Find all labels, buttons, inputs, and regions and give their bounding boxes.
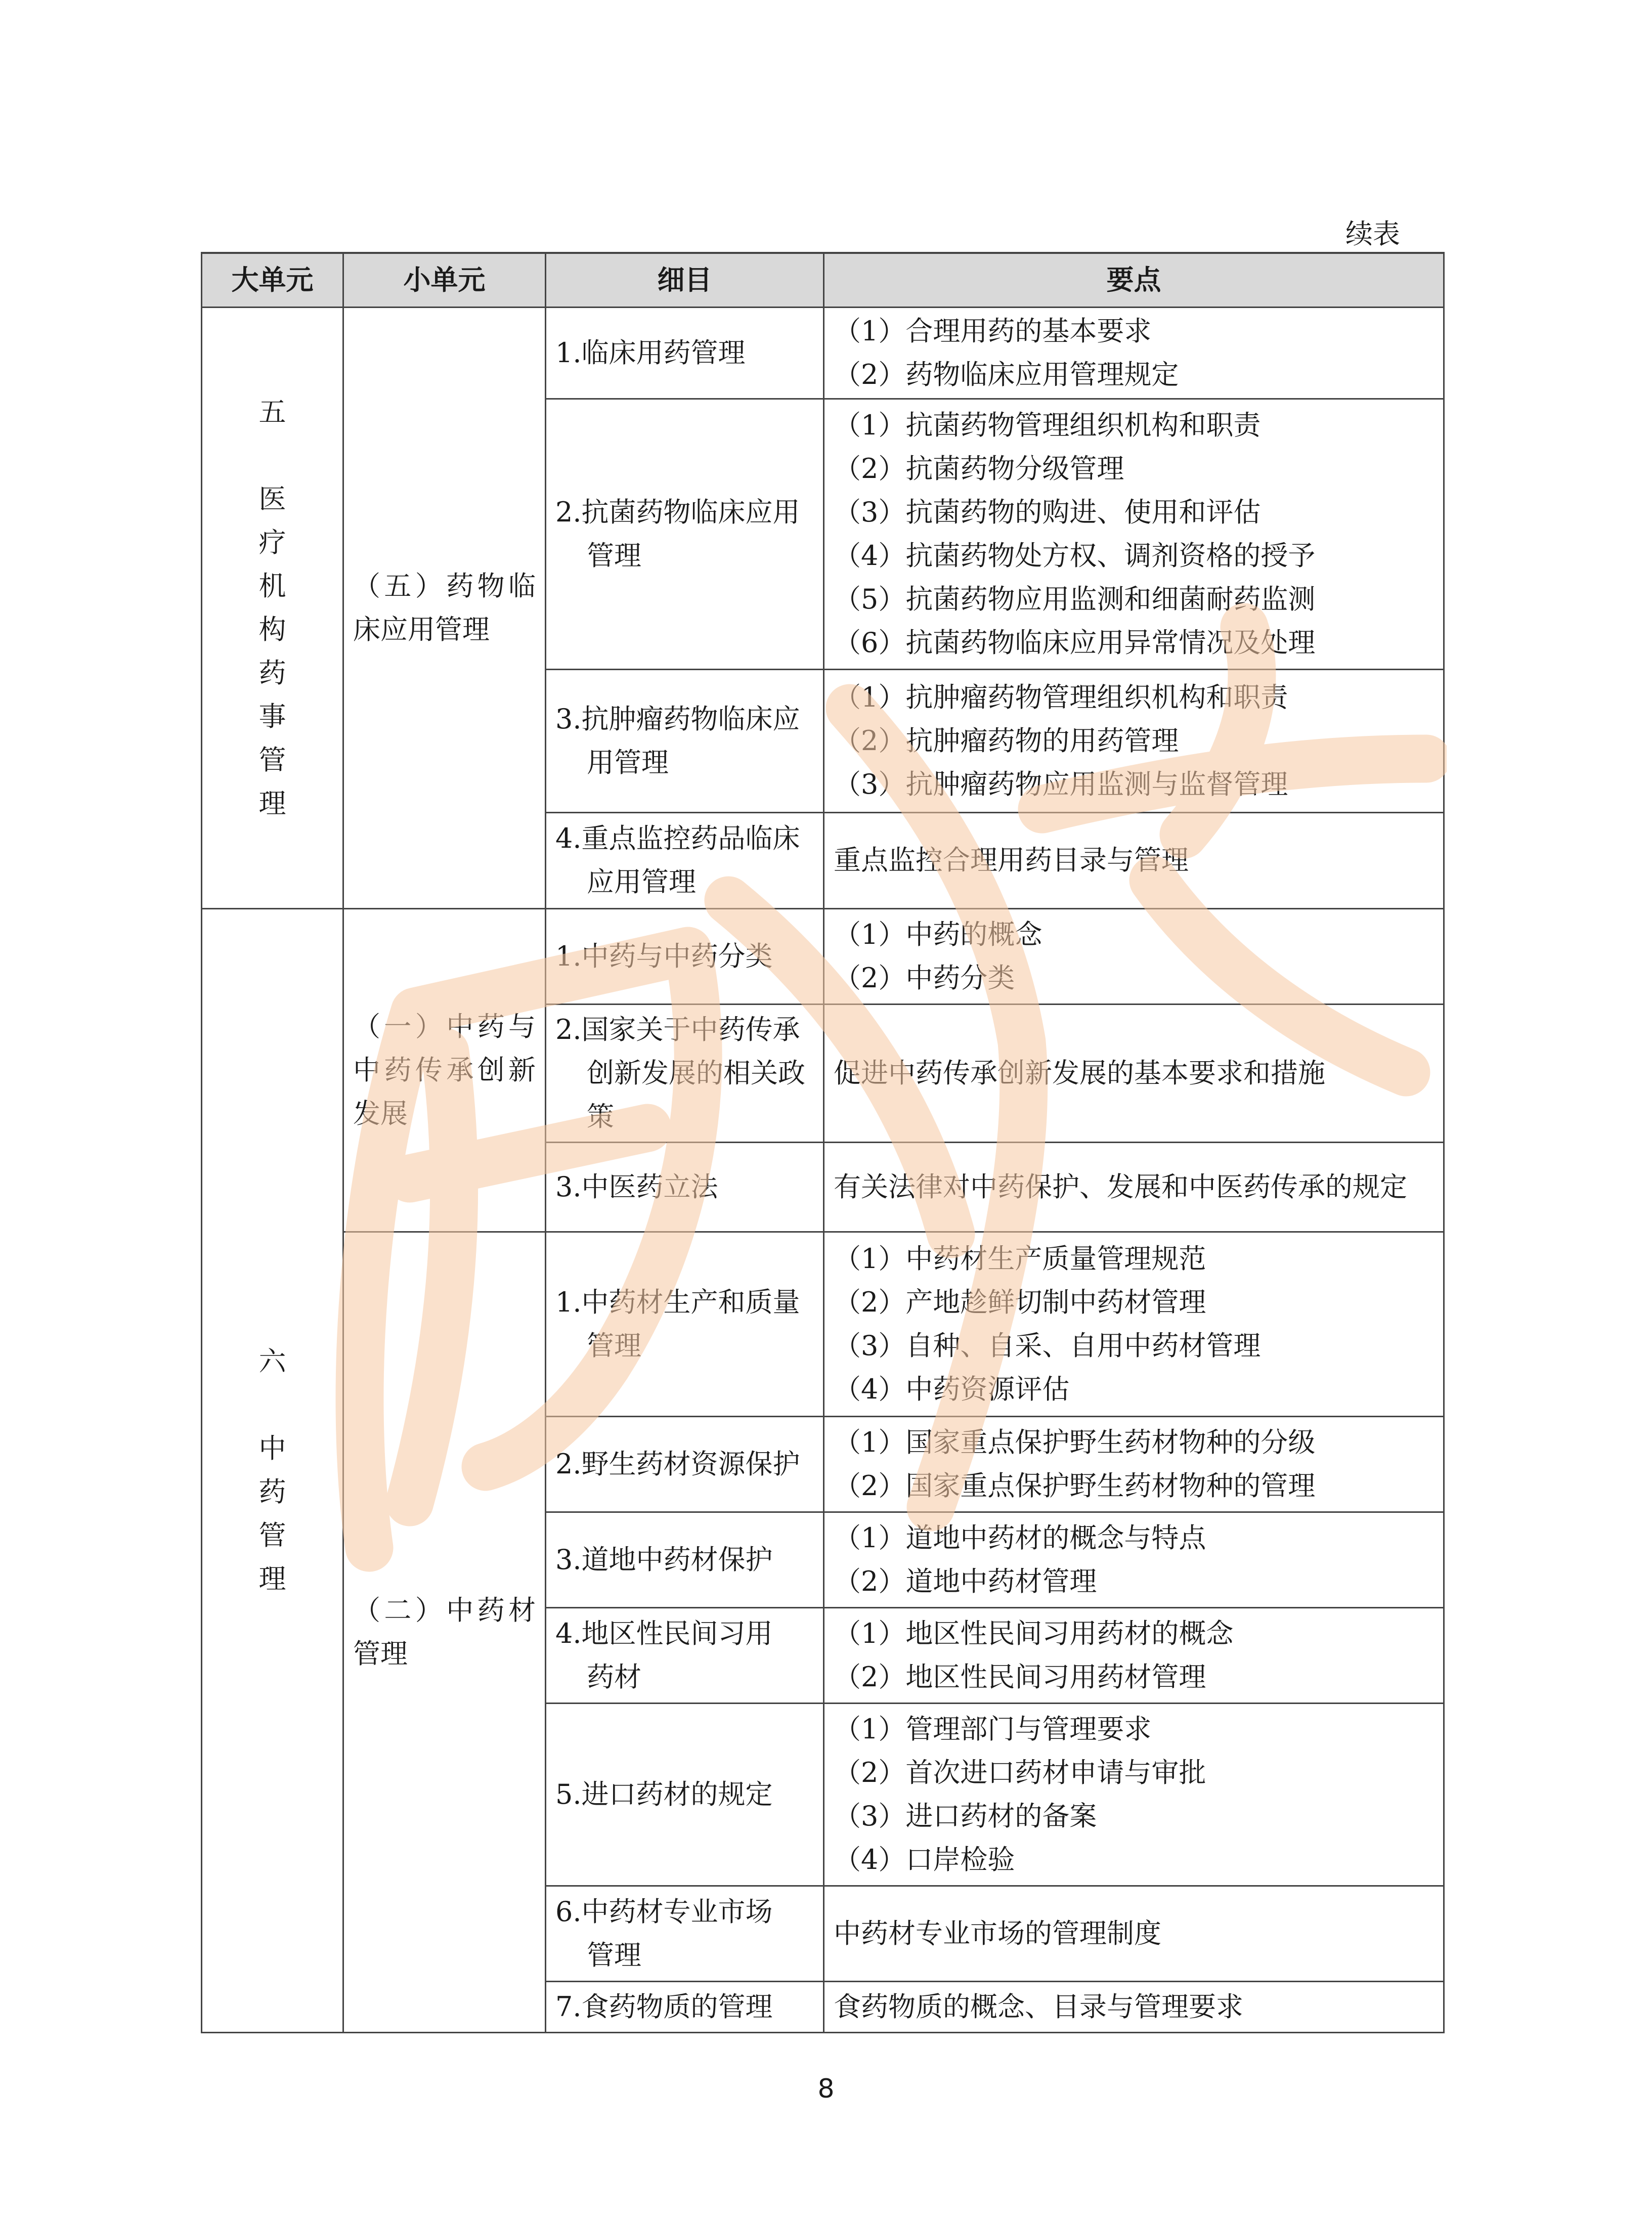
key-point: （1）中药材生产质量管理规范: [834, 1242, 1206, 1275]
points-cell: [824, 1004, 1444, 1142]
syllabus-table: [201, 252, 1445, 2033]
key-point: （1）管理部门与管理要求: [834, 1713, 1152, 1746]
points-cell: [824, 1143, 1444, 1232]
points-cell: [824, 1607, 1444, 1703]
detail-cell: 7.食药物质的管理: [546, 1982, 824, 2033]
key-point: 中药材专业市场的管理制度: [834, 1917, 1161, 1950]
key-point: 重点监控合理用药目录与管理: [834, 844, 1189, 877]
header-detail: 细目: [546, 253, 824, 308]
key-point: （3）抗菌药物的购进、使用和评估: [834, 496, 1261, 528]
key-point: （4）抗菌药物处方权、调剂资格的授予: [834, 539, 1316, 572]
key-point: （1）合理用药的基本要求: [834, 315, 1152, 347]
points-cell: [824, 1703, 1444, 1886]
major-unit-number: 六: [258, 1345, 286, 1378]
key-point: （1）国家重点保护野生药材物种的分级: [834, 1426, 1316, 1458]
page-number: 8: [817, 2074, 835, 2104]
key-point: （6）抗菌药物临床应用异常情况及处理: [834, 626, 1316, 659]
points-cell: [824, 1982, 1444, 2033]
table-row: [202, 308, 1444, 399]
detail-cell: 5.进口药材的规定: [546, 1703, 824, 1886]
detail-cell: 1.临床用药管理: [546, 308, 824, 399]
points-cell: [824, 908, 1444, 1004]
detail-cell: 6.中药材专业市场 管理: [546, 1886, 824, 1982]
detail-cell: 2.野生药材资源保护: [546, 1416, 824, 1512]
key-point: （5）抗菌药物应用监测和细菌耐药监测: [834, 583, 1316, 615]
key-point: （4）口岸检验: [834, 1844, 1015, 1876]
detail-cell: 2.抗菌药物临床应用 管理: [546, 399, 824, 669]
header-minor-unit: 小单元: [343, 253, 546, 308]
detail-cell: 4.地区性民间习用 药材: [546, 1607, 824, 1703]
continued-label: 续表: [1345, 218, 1400, 250]
major-unit-cell: [202, 908, 343, 2032]
major-unit-cell: [202, 308, 343, 909]
key-point: （1）道地中药材的概念与特点: [834, 1521, 1206, 1554]
detail-cell: 3.中医药立法: [546, 1143, 824, 1232]
key-point: （1）地区性民间习用药材的概念: [834, 1617, 1234, 1649]
table-row: [202, 908, 1444, 1004]
key-point: （2）中药分类: [834, 962, 1015, 994]
key-point: （1）抗肿瘤药物管理组织机构和职责: [834, 681, 1288, 713]
detail-cell: 1.中药材生产和质量 管理: [546, 1232, 824, 1417]
points-cell: [824, 1416, 1444, 1512]
key-point: （2）产地趁鲜切制中药材管理: [834, 1286, 1206, 1318]
key-point: （4）中药资源评估: [834, 1373, 1070, 1405]
detail-cell: 4.重点监控药品临床 应用管理: [546, 812, 824, 908]
key-point: （2）首次进口药材申请与审批: [834, 1757, 1206, 1789]
minor-unit-cell: （二）中药材管理: [343, 1232, 546, 2033]
key-point: （3）自种、自采、自用中药材管理: [834, 1329, 1261, 1362]
major-unit-title: 中药管理: [258, 1432, 286, 1595]
points-cell: [824, 1232, 1444, 1417]
key-point: （1）中药的概念: [834, 918, 1042, 950]
points-cell: [824, 812, 1444, 908]
header-major-unit: 大单元: [202, 253, 343, 308]
key-point: （3）进口药材的备案: [834, 1800, 1097, 1833]
major-unit-number: 五: [258, 396, 286, 428]
key-point: （2）地区性民间习用药材管理: [834, 1661, 1206, 1693]
key-point: 有关法律对中药保护、发展和中医药传承的规定: [834, 1171, 1407, 1203]
key-point: （1）抗菌药物管理组织机构和职责: [834, 409, 1261, 441]
key-point: （2）药物临床应用管理规定: [834, 358, 1179, 390]
minor-unit-cell: （五）药物临床应用管理: [343, 308, 546, 909]
detail-cell: 3.道地中药材保护: [546, 1512, 824, 1607]
points-cell: [824, 308, 1444, 399]
key-point: （2）道地中药材管理: [834, 1565, 1097, 1597]
key-point: 食药物质的概念、目录与管理要求: [834, 1991, 1243, 2023]
points-cell: [824, 1512, 1444, 1607]
header-key-points: 要点: [824, 253, 1444, 308]
key-point: （2）国家重点保护野生药材物种的管理: [834, 1469, 1316, 1502]
minor-unit-cell: （一）中药与中药传承创新发展: [343, 908, 546, 1232]
table-header-row: [202, 253, 1444, 308]
major-unit-title: 医疗机构药事管理: [258, 483, 286, 819]
table-row: [202, 1232, 1444, 1417]
detail-cell: 2.国家关于中药传承 创新发展的相关政策: [546, 1004, 824, 1142]
key-point: （2）抗菌药物分级管理: [834, 452, 1124, 485]
detail-cell: 1.中药与中药分类: [546, 908, 824, 1004]
key-point: （3）抗肿瘤药物应用监测与监督管理: [834, 768, 1288, 800]
points-cell: [824, 669, 1444, 812]
points-cell: [824, 1886, 1444, 1982]
points-cell: [824, 399, 1444, 669]
key-point: （2）抗肿瘤药物的用药管理: [834, 724, 1179, 757]
key-point: 促进中药传承创新发展的基本要求和措施: [834, 1057, 1325, 1089]
detail-cell: 3.抗肿瘤药物临床应 用管理: [546, 669, 824, 812]
